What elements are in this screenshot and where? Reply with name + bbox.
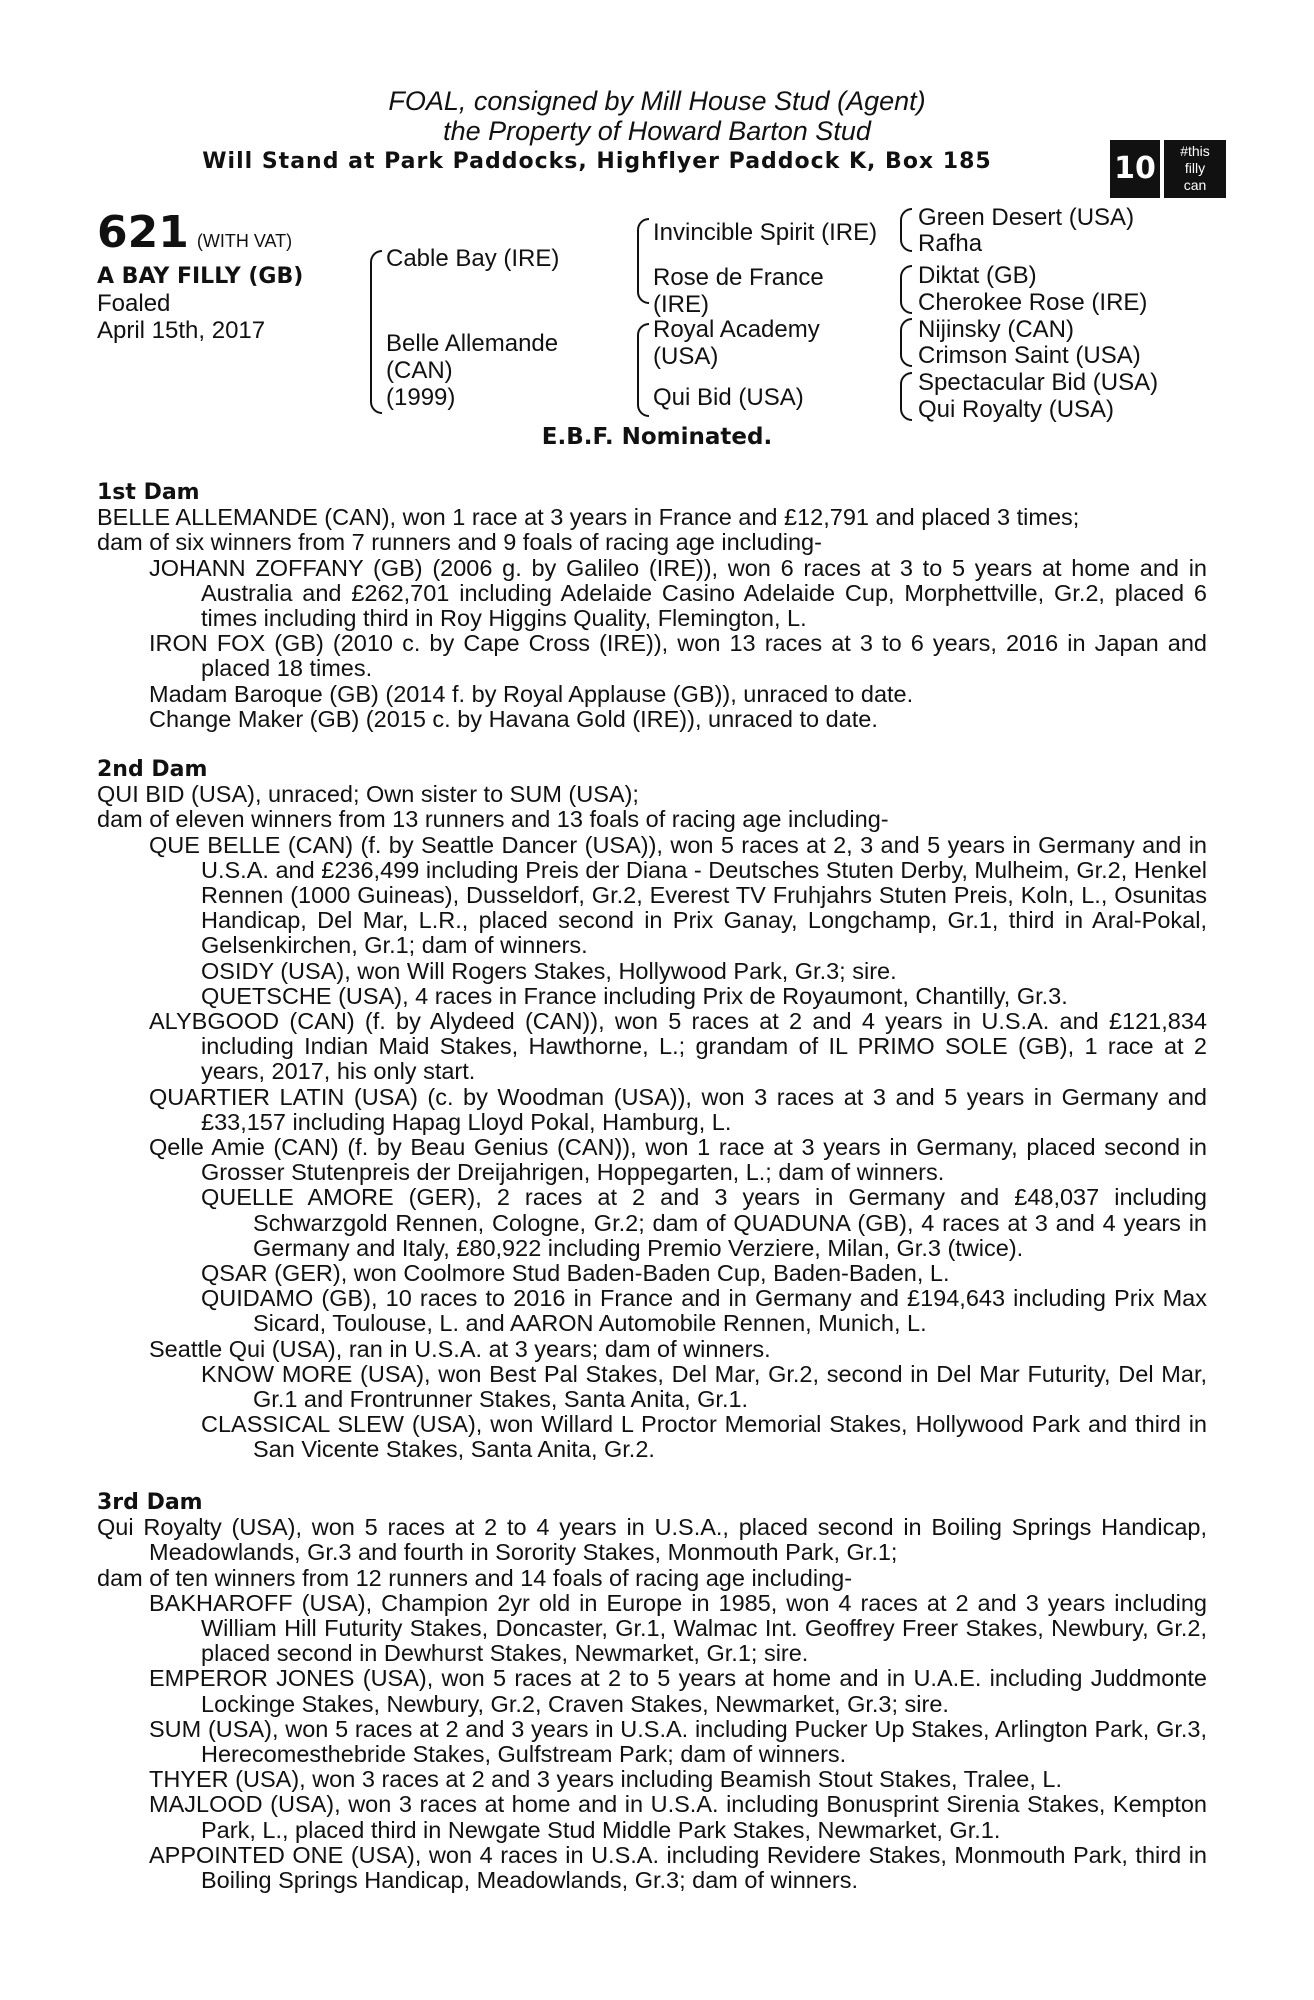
pedigree-gen3: Green Desert (USA) <box>918 204 1135 231</box>
pedigree-dam-dam: Qui Bid (USA) <box>653 384 804 411</box>
progeny-entry: QUE BELLE (CAN) (f. by Seattle Dancer (USA)), won 5 races at 2, 3 and 5 years in Germany and in U.S.A. and £236,499 including Preis der Diana - Deutsches Stuten Derby, Mulheim, Gr.2, Henkel Rennen (1000 Guineas), Dusseldorf, Gr.2, Everest TV Fruhjahrs Stuten Preis, Koln, L., Osunitas Handicap, Del Mar, L.R., placed second in Prix Ganay, Longchamp, Gr.1, third in Aral-Pokal, Gelsenkirchen, Gr.1; dam of winners. <box>149 831 1207 959</box>
pedigree-brace <box>900 372 912 421</box>
first-dam-heading: 1st Dam <box>97 480 200 505</box>
progeny-entry: KNOW MORE (USA), won Best Pal Stakes, Del Mar, Gr.2, second in Del Mar Futurity, Del Mar, Gr.1 and Frontrunner Stakes, Santa Anita, Gr.1. <box>201 1360 1207 1413</box>
foaled-date: April 15th, 2017 <box>97 317 266 344</box>
lot-number: 621 (WITH VAT) <box>97 207 293 258</box>
first-dam-intro: BELLE ALLEMANDE (CAN), won 1 race at 3 years in France and £12,791 and placed 3 times; <box>97 504 1080 531</box>
progeny-entry: ALYBGOOD (CAN) (f. by Alydeed (CAN)), won 5 races at 2 and 4 years in U.S.A. and £121,834 including Indian Maid Stakes, Hawthorne, L.; grandam of IL PRIMO SOLE (GB), 1 race at 2 years, 2017, his only start. <box>149 1008 1207 1085</box>
lot-name: A BAY FILLY (GB) <box>97 264 304 289</box>
second-dam-section <box>97 757 1207 1463</box>
pedigree-gen3: Cherokee Rose (IRE) <box>918 289 1148 316</box>
ebf-nominated: E.B.F. Nominated. <box>541 424 773 450</box>
progeny-entry: BAKHAROFF (USA), Champion 2yr old in Europe in 1985, won 4 races at 2 and 3 years including William Hill Futurity Stakes, Doncaster, Gr.1, Walmac Int. Geoffrey Freer Stakes, Newbury, Gr.2, placed second in Dewhurst Stakes, Newmarket, Gr.1; sire. <box>149 1589 1207 1667</box>
progeny-entry: Madam Baroque (GB) (2014 f. by Royal Applause (GB)), unraced to date. <box>149 680 914 707</box>
progeny-entry: MAJLOOD (USA), won 3 races at home and in U.S.A. including Bonusprint Sirenia Stakes, Kempton Park, L., placed third in Newgate Stud Middle Park Stakes, Newmarket, Gr.1. <box>149 1791 1207 1843</box>
pedigree-gen3: Diktat (GB) <box>918 262 1037 289</box>
progeny-entry: JOHANN ZOFFANY (GB) (2006 g. by Galileo (IRE)), won 6 races at 3 to 5 years at home and in Australia and £262,701 including Adelaide Casino Adelaide Cup, Morphettville, Gr.2, placed 6 times including third in Roy Higgins Quality, Flemington, L. <box>149 554 1207 632</box>
third-dam-intro: Qui Royalty (USA), won 5 races at 2 to 4 years in U.S.A., placed second in Boiling Springs Handicap, Meadowlands, Gr.3 and fourth in Sorority Stakes, Monmouth Park, Gr.1; <box>97 1514 1207 1566</box>
progeny-entry: OSIDY (USA), won Will Rogers Stakes, Hollywood Park, Gr.3; sire. <box>201 957 897 984</box>
plus-ten-logo: 10 <box>1110 140 1160 198</box>
pedigree-gen3: Rafha <box>918 230 983 257</box>
progeny-entry: QUIDAMO (GB), 10 races to 2016 in France and in Germany and £194,643 including Prix Max Sicard, Toulouse, L. and AARON Automobile Rennen, Munich, L. <box>201 1285 1207 1337</box>
progeny-entry: Change Maker (GB) (2015 c. by Havana Gold (IRE)), unraced to date. <box>149 705 878 732</box>
header-line-property: the Property of Howard Barton Stud <box>443 116 871 146</box>
progeny-entry: Qelle Amie (CAN) (f. by Beau Genius (CAN)), won 1 race at 3 years in Germany, placed second in Grosser Stutenpreis der Dreijahrigen, Hoppegarten, L.; dam of winners. <box>149 1134 1207 1186</box>
pedigree-gen3: Crimson Saint (USA) <box>918 342 1141 369</box>
first-dam-section <box>97 480 1207 732</box>
progeny-entry: QUETSCHE (USA), 4 races in France including Prix de Royaumont, Chantilly, Gr.3. <box>201 982 1068 1009</box>
second-dam-intro: QUI BID (USA), unraced; Own sister to SUM (USA); <box>97 781 639 808</box>
header-line-location: Will Stand at Park Paddocks, Highflyer Paddock K, Box 185 <box>202 149 992 174</box>
pedigree-dam-sire: Royal Academy (USA) <box>653 316 820 370</box>
progeny-entry: THYER (USA), won 3 races at 2 and 3 years including Beamish Stout Stakes, Tralee, L. <box>149 1766 1063 1793</box>
pedigree-brace <box>637 323 649 417</box>
pedigree-brace <box>900 318 912 367</box>
progeny-entry: EMPEROR JONES (USA), won 5 races at 2 to 5 years at home and in U.A.E. including Juddmonte Lockinge Stakes, Newbury, Gr.2, Craven Stakes, Newmarket, Gr.3; sire. <box>149 1665 1207 1717</box>
pedigree-brace <box>637 218 649 304</box>
first-dam-summary: dam of six winners from 7 runners and 9 foals of racing age including- <box>97 529 822 556</box>
pedigree-brace <box>900 208 912 252</box>
second-dam-heading: 2nd Dam <box>97 757 208 782</box>
progeny-entry: APPOINTED ONE (USA), won 4 races in U.S.A. including Revidere Stakes, Monmouth Park, third in Boiling Springs Handicap, Meadowlands, Gr.3; dam of winners. <box>149 1841 1207 1894</box>
third-dam-section <box>97 1490 1207 1893</box>
pedigree-dam: Belle Allemande (CAN) (1999) <box>386 330 559 411</box>
progeny-entry: SUM (USA), won 5 races at 2 and 3 years in U.S.A. including Pucker Up Stakes, Arlington Park, Gr.3, Herecomesthebride Stakes, Gulfstream Park; dam of winners. <box>149 1715 1207 1768</box>
progeny-entry: IRON FOX (GB) (2010 c. by Cape Cross (IRE)), won 13 races at 3 to 6 years, 2016 in Japan and placed 18 times. <box>149 630 1207 682</box>
progeny-entry: Seattle Qui (USA), ran in U.S.A. at 3 years; dam of winners. <box>149 1335 771 1362</box>
pedigree-brace <box>900 265 912 314</box>
pedigree-gen3: Qui Royalty (USA) <box>918 396 1115 423</box>
pedigree-brace <box>370 250 382 414</box>
pedigree-gen3: Spectacular Bid (USA) <box>918 369 1159 396</box>
this-filly-can-badge <box>1110 140 1226 198</box>
pedigree-gen3: Nijinsky (CAN) <box>918 316 1074 343</box>
foaled-label: Foaled <box>97 290 171 317</box>
progeny-entry: QUELLE AMORE (GER), 2 races at 2 and 3 years in Germany and £48,037 including Schwarzgold Rennen, Cologne, Gr.2; dam of QUADUNA (GB), 4 races at 3 and 4 years in Germany and Italy, £80,922 including Premio Verziere, Milan, Gr.3 (twice). <box>201 1184 1207 1261</box>
pedigree-sire-dam: Rose de France (IRE) <box>653 264 824 318</box>
third-dam-heading: 3rd Dam <box>97 1490 203 1515</box>
progeny-entry: QUARTIER LATIN (USA) (c. by Woodman (USA)), won 3 races at 3 and 5 years in Germany and £33,157 including Hapag Lloyd Pokal, Hamburg, L. <box>149 1083 1207 1135</box>
second-dam-summary: dam of eleven winners from 13 runners and 13 foals of racing age including- <box>97 806 889 833</box>
progeny-entry: CLASSICAL SLEW (USA), won Willard L Proctor Memorial Stakes, Hollywood Park and third in San Vicente Stakes, Santa Anita, Gr.2. <box>201 1411 1207 1463</box>
pedigree-sire: Cable Bay (IRE) <box>386 245 560 272</box>
header-line-consignor: FOAL, consigned by Mill House Stud (Agent) <box>388 86 926 116</box>
progeny-entry: QSAR (GER), won Coolmore Stud Baden-Baden Cup, Baden-Baden, L. <box>201 1260 950 1287</box>
this-filly-can-logo: #this filly can <box>1164 140 1226 198</box>
third-dam-summary: dam of ten winners from 12 runners and 14 foals of racing age including- <box>97 1564 853 1591</box>
pedigree-sire-sire: Invincible Spirit (IRE) <box>653 219 878 246</box>
